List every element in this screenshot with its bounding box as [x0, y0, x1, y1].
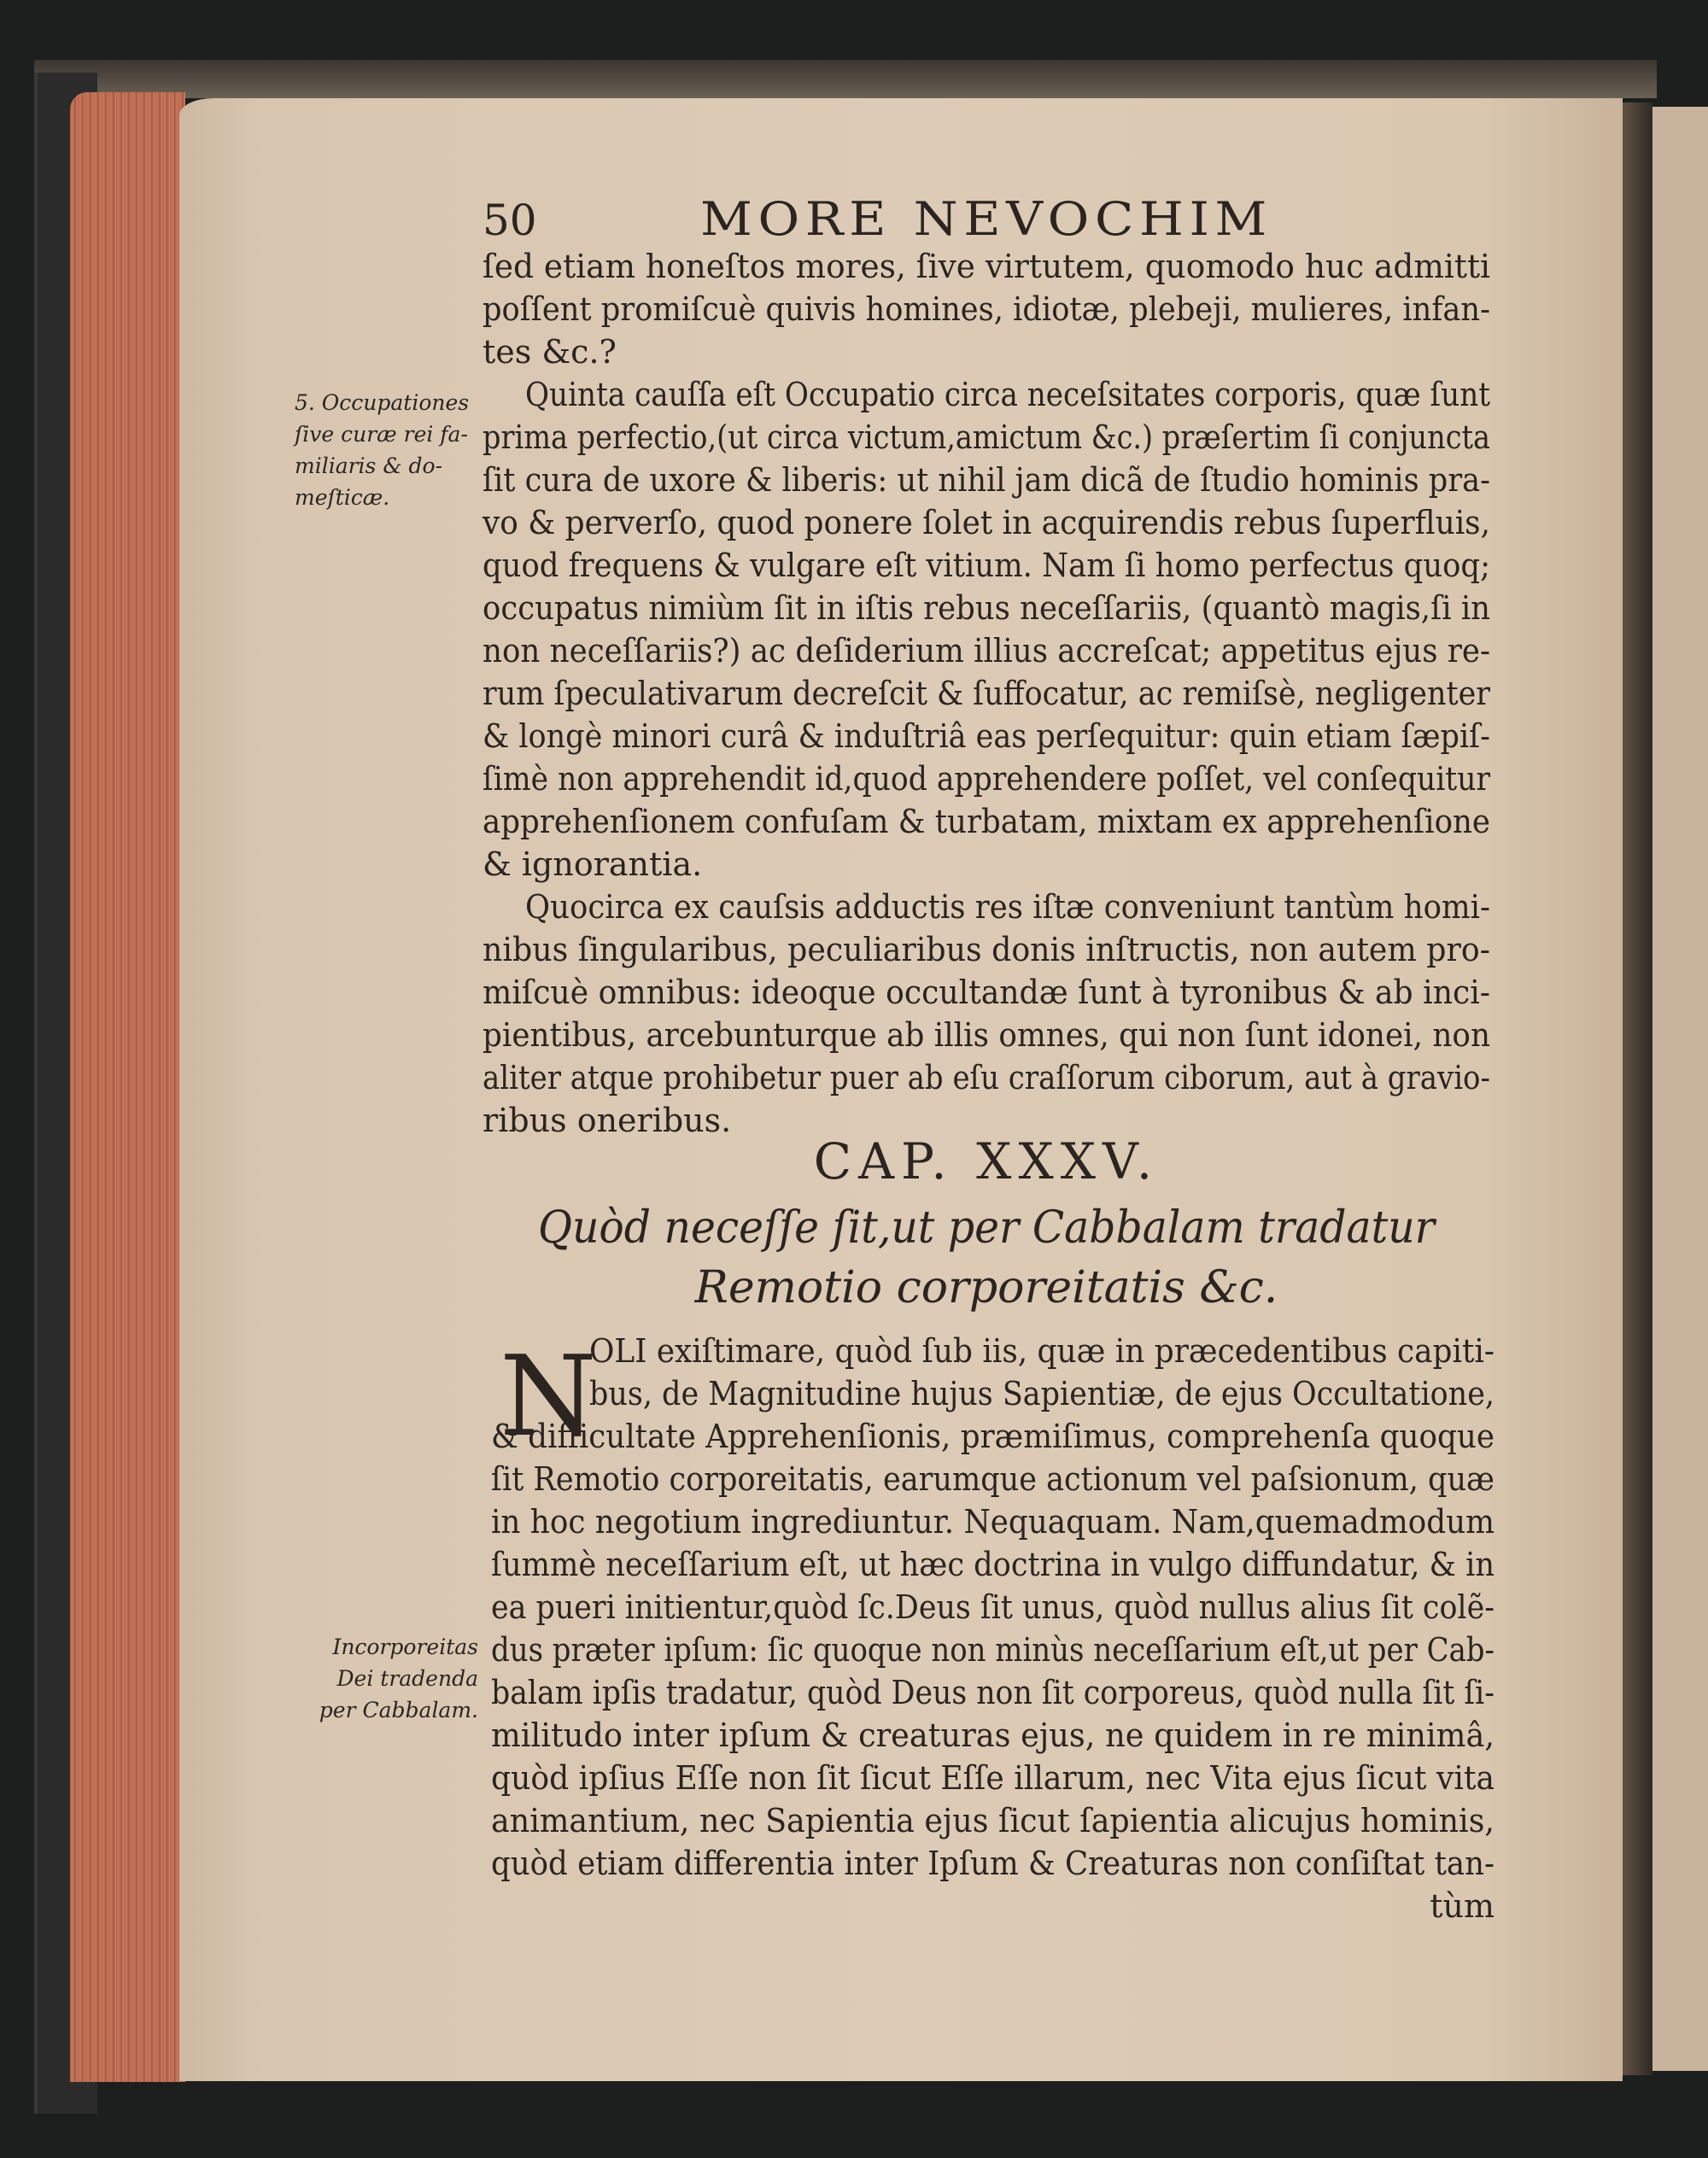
running-title: MORE NEVOCHIM	[700, 192, 1272, 246]
body-line: miſcuè omnibus: ideoque occultandæ ſunt à tyronibus & ab inci-	[483, 974, 1490, 1011]
body-line: ſimè non apprehendit id,quod apprehendere poſſet, vel conſequitur	[483, 760, 1491, 798]
body-line: ribus oneribus.	[483, 1102, 732, 1139]
body-line: animantium, nec Sapientia ejus ſicut ſapientia alicujus hominis,	[491, 1802, 1494, 1839]
body-line: non neceſſariis?) ac deſiderium illius accreſcat; appetitus ejus re-	[483, 632, 1490, 670]
body-line: quòd etiam differentia inter Ipſum & Creaturas non conſiſtat tan-	[491, 1845, 1494, 1882]
body-line: ſit cura de uxore & liberis: ut nihil jam dicã de ſtudio hominis pra-	[483, 461, 1490, 499]
body-line: in hoc negotium ingrediuntur. Nequaquam. Nam,quemadmodum	[491, 1503, 1494, 1541]
body-line: tes &c.?	[483, 333, 617, 371]
body-line: rum ſpeculativarum decreſcit & ſuffocatur, ac remiſsè, negligenter	[483, 675, 1491, 712]
body-line: occupatus nimiùm ſit in iſtis rebus neceſſariis, (quantò magis,ſi in	[483, 589, 1490, 627]
body-line: nibus ſingularibus, peculiaribus donis inſtructis, non autem pro-	[483, 931, 1490, 968]
marginal-line: Incorporeitas	[332, 1635, 478, 1659]
body-line: prima perfectio,(ut circa victum,amictum &c.) præſertim ſi conjuncta	[483, 418, 1490, 456]
marginal-line: per Cabbalam.	[319, 1698, 478, 1722]
marginal-line: meſticæ.	[295, 485, 390, 510]
body-line: Quocirca ex cauſsis adductis res iſtæ conveniunt tantùm homi-	[525, 888, 1490, 926]
body-line: poſſent promiſcuè quivis homines, idiotæ, plebeji, mulieres, infan-	[483, 290, 1490, 328]
body-line: ea pueri initientur,quòd ſc.Deus ſit unus, quòd nullus alius ſit colẽ-	[491, 1588, 1494, 1626]
body-line: ſit Remotio corporeitatis, earumque actionum vel paſsionum, quæ	[491, 1460, 1494, 1498]
body-line: militudo inter ipſum & creaturas ejus, ne quidem in re minimâ,	[491, 1716, 1494, 1754]
chapter-subtitle-line-2: Remotio corporeitatis &c.	[694, 1262, 1278, 1313]
body-text-block-1	[482, 248, 1491, 1139]
page-number: 50	[483, 196, 537, 245]
drop-cap-letter: N	[500, 1331, 597, 1461]
body-line: dus præter ipſum: ſic quoque non minùs neceſſarium eſt,ut per Cab-	[491, 1631, 1494, 1669]
body-line: vo & perverſo, quod ponere ſolet in acquirendis rebus ſuperfluis,	[482, 504, 1491, 541]
body-line: Quinta cauſſa eſt Occupatio circa neceſsitates corporis, quæ ſunt	[525, 376, 1490, 413]
marginal-line: miliaris & do-	[295, 453, 443, 478]
body-line: ſed etiam honeſtos mores, ſive virtutem, quomodo huc admitti	[483, 248, 1490, 285]
body-line: bus, de Magnitudine hujus Sapientiæ, de ejus Occultatione,	[589, 1375, 1494, 1412]
catchword: tùm	[1430, 1887, 1494, 1925]
chapter-title: CAP. XXXV.	[813, 1132, 1160, 1190]
chapter-subtitle-line-1: Quòd neceſſe ſit,ut per Cabbalam tradatur	[538, 1202, 1437, 1254]
marginal-line: ſive curæ rei fa-	[295, 422, 468, 447]
marginal-note-incorporeitas	[319, 1635, 478, 1722]
body-line: OLI exiſtimare, quòd ſub iis, quæ in præcedentibus capiti-	[589, 1332, 1494, 1370]
marginal-line: Dei tradenda	[336, 1666, 478, 1691]
body-line: & ignorantia.	[483, 845, 703, 883]
body-line: ſummè neceſſarium eſt, ut hæc doctrina in vulgo diffundatur, & in	[491, 1546, 1494, 1583]
marginal-line: 5. Occupationes	[295, 390, 470, 415]
body-line: & longè minori curâ & induſtriâ eas perſequitur: quin etiam ſæpiſ-	[483, 717, 1490, 755]
body-line: aliter atque prohibetur puer ab eſu craſſorum ciborum, aut à gravio-	[483, 1059, 1490, 1097]
body-text-block-2	[491, 1332, 1494, 1882]
body-line: quod frequens & vulgare eſt vitium. Nam ſi homo perfectus quoq;	[483, 547, 1490, 584]
body-line: balam ipſis tradatur, quòd Deus non ſit corporeus, quòd nulla ſit ſi-	[491, 1674, 1494, 1711]
body-line: pientibus, arcebunturque ab illis omnes, qui non ſunt idonei, non	[483, 1016, 1490, 1054]
body-line: & difficultate Apprehenſionis, præmiſimus, comprehenſa quoque	[491, 1418, 1494, 1455]
marginal-note-occupationes	[293, 390, 469, 510]
body-line: quòd ipſius Eſſe non ſit ſicut Eſſe illarum, nec Vita ejus ſicut vita	[491, 1759, 1494, 1797]
body-line: apprehenſionem confuſam & turbatam, mixtam ex apprehenſione	[483, 803, 1490, 840]
